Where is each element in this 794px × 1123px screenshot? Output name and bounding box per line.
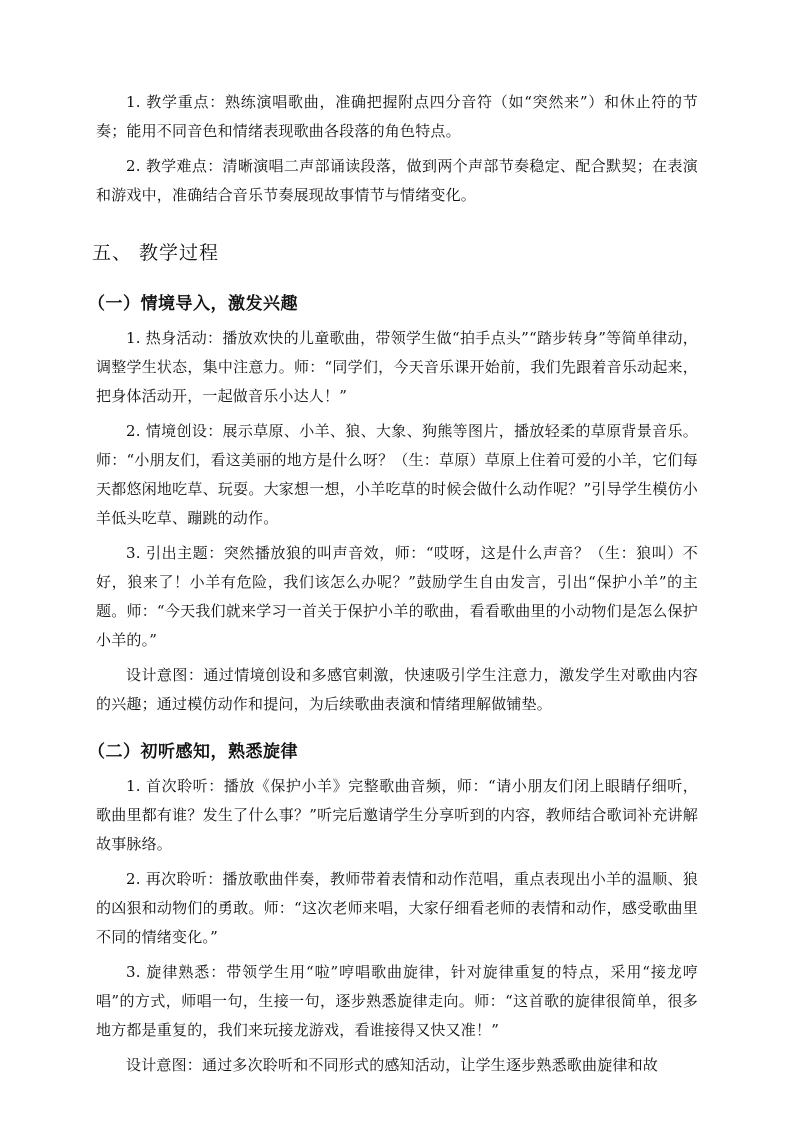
paragraph-melody: 3. 旋律熟悉：带领学生用“啦”哼唱歌曲旋律，针对旋律重复的特点，采用“接龙哼唱”的方式，师唱一句，生接一句，逐步熟悉旋律走向。师：“这首歌的旋律很简单，很多地方都是重复的，我们来玩接龙游戏，看谁接得又快又准！” bbox=[96, 963, 698, 1039]
paragraph-scenario: 2. 情境创设：展示草原、小羊、狼、大象、狗熊等图片，播放轻柔的草原背景音乐。师：“小朋友们，看这美丽的地方是什么呀？（生：草原）草原上住着可爱的小羊，它们每天都悠闲地吃草、玩耍。大家想一想，小羊吃草的时候会做什么动作呢？”引导学生模仿小羊低头吃草、蹦跳的动作。 bbox=[96, 422, 698, 527]
paragraph-theme: 3. 引出主题：突然播放狼的叫声音效，师：“哎呀，这是什么声音？（生：狼叫）不好，狼来了！小羊有危险，我们该怎么办呢？”鼓励学生自由发言，引出“保护小羊”的主题。师：“今天我们就来学习一首关于保护小羊的歌曲，看看歌曲里的小动物们是怎么保护小羊的。” bbox=[96, 544, 698, 649]
section-heading: 五、 教学过程 bbox=[92, 242, 220, 264]
subsection-heading-2: （二）初听感知，熟悉旋律 bbox=[88, 742, 298, 762]
paragraph-teaching-difficulty: 2. 教学难点：清晰演唱二声部诵读段落，做到两个声部节奏稳定、配合默契；在表演和游戏中，准确结合音乐节奏展现故事情节与情绪变化。 bbox=[96, 157, 698, 204]
paragraph-design-intent-2: 设计意图：通过多次聆听和不同形式的感知活动，让学生逐步熟悉歌曲旋律和故 bbox=[126, 1056, 659, 1074]
document-page bbox=[88, 88, 698, 1086]
paragraph-teaching-focus: 1. 教学重点：熟练演唱歌曲，准确把握附点四分音符（如“突然来”）和休止符的节奏；能用不同音色和情绪表现歌曲各段落的角色特点。 bbox=[96, 93, 698, 140]
paragraph-second-listen: 2. 再次聆听：播放歌曲伴奏，教师带着表情和动作范唱，重点表现出小羊的温顺、狼的凶狠和动物们的勇敢。师：“这次老师来唱，大家仔细看老师的表情和动作，感受歌曲里不同的情绪变化。” bbox=[96, 870, 698, 946]
subsection-heading-1: （一）情境导入，激发兴趣 bbox=[88, 294, 298, 314]
paragraph-warmup: 1. 热身活动：播放欢快的儿童歌曲，带领学生做“拍手点头”“踏步转身”等简单律动，调整学生状态，集中注意力。师：“同学们，今天音乐课开始前，我们先跟着音乐动起来，把身体活动开，一起做音乐小达人！” bbox=[96, 329, 698, 405]
paragraph-design-intent-1: 设计意图：通过情境创设和多感官刺激，快速吸引学生注意力，激发学生对歌曲内容的兴趣；通过模仿动作和提问，为后续歌曲表演和情绪理解做铺垫。 bbox=[96, 666, 698, 713]
paragraph-first-listen: 1. 首次聆听：播放《保护小羊》完整歌曲音频，师：“请小朋友们闭上眼睛仔细听，歌曲里都有谁？发生了什么事？”听完后邀请学生分享听到的内容，教师结合歌词补充讲解故事脉络。 bbox=[96, 777, 698, 853]
